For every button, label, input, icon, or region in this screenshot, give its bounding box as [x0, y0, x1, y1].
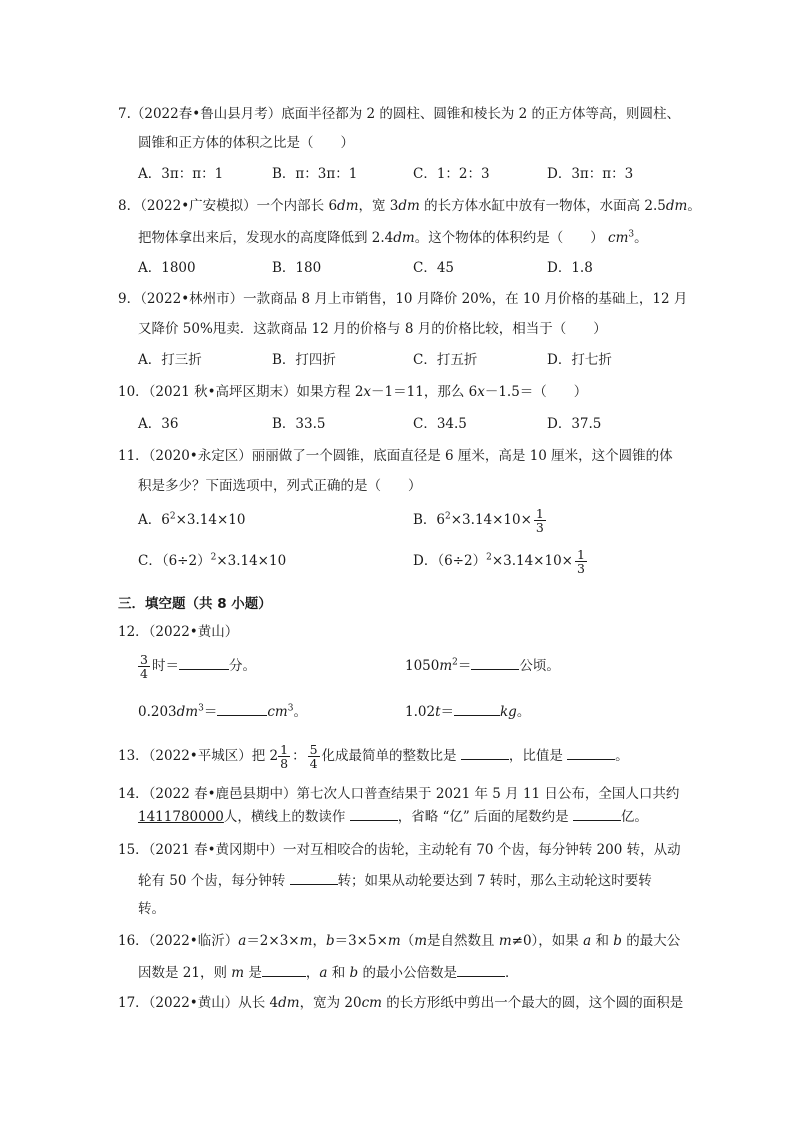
q9-line2: 又降价 50%甩卖．这款商品 12 月的价格与 8 月的价格比较，相当于（ ）: [138, 321, 607, 337]
q11-line2: 积是多少？下面选项中，列式正确的是（ ）: [138, 478, 422, 494]
answer-blank[interactable]: [567, 745, 615, 760]
q8-line2: 把物体拿出来后，发现水的高度降低到 2.4dm。这个物体的体积约是（ ） $cm^3$。: [138, 229, 648, 246]
fraction-one-third: $\frac{1}{3}$: [535, 506, 544, 535]
answer-blank[interactable]: [262, 962, 306, 977]
q15-line2: 轮有 50 个齿，每分钟转 转；如果从动轮要达到 7 转时，那么主动轮这时要转: [138, 870, 652, 891]
q11-line1: 11．（2020•永定区）丽丽做了一个圆锥，底面直径是 6 厘米，高是 10 厘米，这个圆锥的体: [118, 448, 673, 464]
q9-option-d: D．打七折: [547, 352, 612, 368]
q8-option-c: C．45: [413, 260, 455, 276]
q11-option-c: C．$(6\div 2)^2\times 3.14\times 10$: [138, 552, 287, 569]
fraction-one-third: $\frac{1}{3}$: [576, 547, 585, 576]
q9-option-c: C．打五折: [413, 352, 478, 368]
q7-option-c: C．1：2：3: [413, 166, 490, 182]
q12-item-area: $1050m^2=$ 公顷。: [405, 655, 560, 676]
q10-option-b: B．33.5: [272, 416, 326, 432]
answer-blank[interactable]: [454, 701, 500, 716]
q8-line1: 8．（2022•广安模拟）一个内部长 6dm，宽 3dm 的长方体水缸中放有一物体，水面高 2.5dm。: [118, 198, 701, 214]
section-title-fill-in: 三．填空题（共 8 小题）: [118, 596, 272, 612]
q8-option-a: A．1800: [138, 260, 196, 276]
q10-option-c: C．34.5: [413, 416, 467, 432]
q9-line1: 9．（2022•林州市）一款商品 8 月上市销售，10 月降价 20%，在 10 月价格的基础上，12 月: [118, 291, 688, 307]
q8-option-d: D．1.8: [547, 260, 593, 276]
q15-line1: 15．（2021 春•黄冈期中）一对互相咬合的齿轮，主动轮有 70 个齿，每分钟转 200 转，从动: [118, 842, 681, 858]
q14-line1: 14．（2022 春•鹿邑县期中）第七次人口普查结果于 2021 年 5 月 11 日公布，全国人口共约: [118, 786, 680, 802]
answer-blank[interactable]: [457, 962, 505, 977]
q10-option-d: D．37.5: [547, 416, 602, 432]
answer-blank[interactable]: [179, 655, 229, 670]
fraction-five-quarters: $\frac{5}{4}$: [309, 742, 318, 771]
fraction-one-eighth: $\frac{1}{8}$: [280, 742, 289, 771]
q13-line1: 13．（2022•平城区）把 2 $\frac{1}{8}$ ： $\frac{5}{4}$ 化成最简单的整数比是 ，比值是 。: [118, 742, 629, 771]
q7-option-a: A．3π：π：1: [138, 166, 224, 182]
q14-line2: 1411780000人，横线上的数读作 ，省略 “亿” 后面的尾数约是 亿。: [138, 806, 648, 827]
q15-line3: 转。: [138, 901, 165, 917]
q11-option-d: D．$(6\div 2)^2\times 3.14\times 10\times$ $\frac{1}{3}$: [413, 547, 585, 576]
q12-item-mass: 1.02t＝ kg。: [405, 701, 530, 722]
q11-option-b: B．$6^2\times 3.14\times 10\times$ $\frac{1}{3}$: [413, 506, 544, 535]
answer-blank[interactable]: [217, 701, 267, 716]
q7-option-d: D．3π：π：3: [547, 166, 634, 182]
q7-line2: 圆锥和正方体的体积之比是（ ）: [138, 135, 354, 151]
answer-blank[interactable]: [461, 745, 509, 760]
q7-option-b: B．π：3π：1: [272, 166, 358, 182]
q12-item-volume: $0.203dm^3= cm^3$。: [138, 701, 307, 722]
answer-blank[interactable]: [573, 806, 621, 821]
q12-item-hours: $\frac{3}{4}$ 时＝ 分。: [140, 652, 256, 681]
q11-option-a: A．$6^2\times 3.14\times 10$: [138, 511, 246, 528]
q16-line2: 因数是 21，则 m 是 ，a 和 b 的最小公倍数是 ．: [138, 962, 519, 983]
q9-option-a: A．打三折: [138, 352, 202, 368]
q10-line1: 10．（2021 秋•高坪区期末）如果方程 2x－1＝11，那么 6x－1.5＝（ ）: [118, 384, 588, 400]
q17-line1: 17．（2022•黄山）从长 4dm，宽为 20cm 的长方形纸中剪出一个最大的圆，这个圆的面积是: [118, 995, 684, 1011]
q7-line1: 7.（2022春•鲁山县月考）底面半径都为 2 的圆柱、圆锥和棱长为 2 的正方体等高，则圆柱、: [118, 106, 681, 122]
q8-option-b: B．180: [272, 260, 322, 276]
q12-line1: 12．（2022•黄山）: [118, 624, 239, 640]
fraction-three-quarters: $\frac{3}{4}$: [140, 652, 148, 681]
q16-line1: 16．（2022•临沂）a＝2×3×m，b＝3×5×m（m是自然数且 m≠0），如果 a 和 b 的最大公: [118, 933, 681, 949]
q9-option-b: B．打四折: [272, 352, 336, 368]
answer-blank[interactable]: [350, 806, 398, 821]
answer-blank[interactable]: [471, 655, 519, 670]
q10-option-a: A．36: [138, 416, 179, 432]
answer-blank[interactable]: [290, 870, 338, 885]
